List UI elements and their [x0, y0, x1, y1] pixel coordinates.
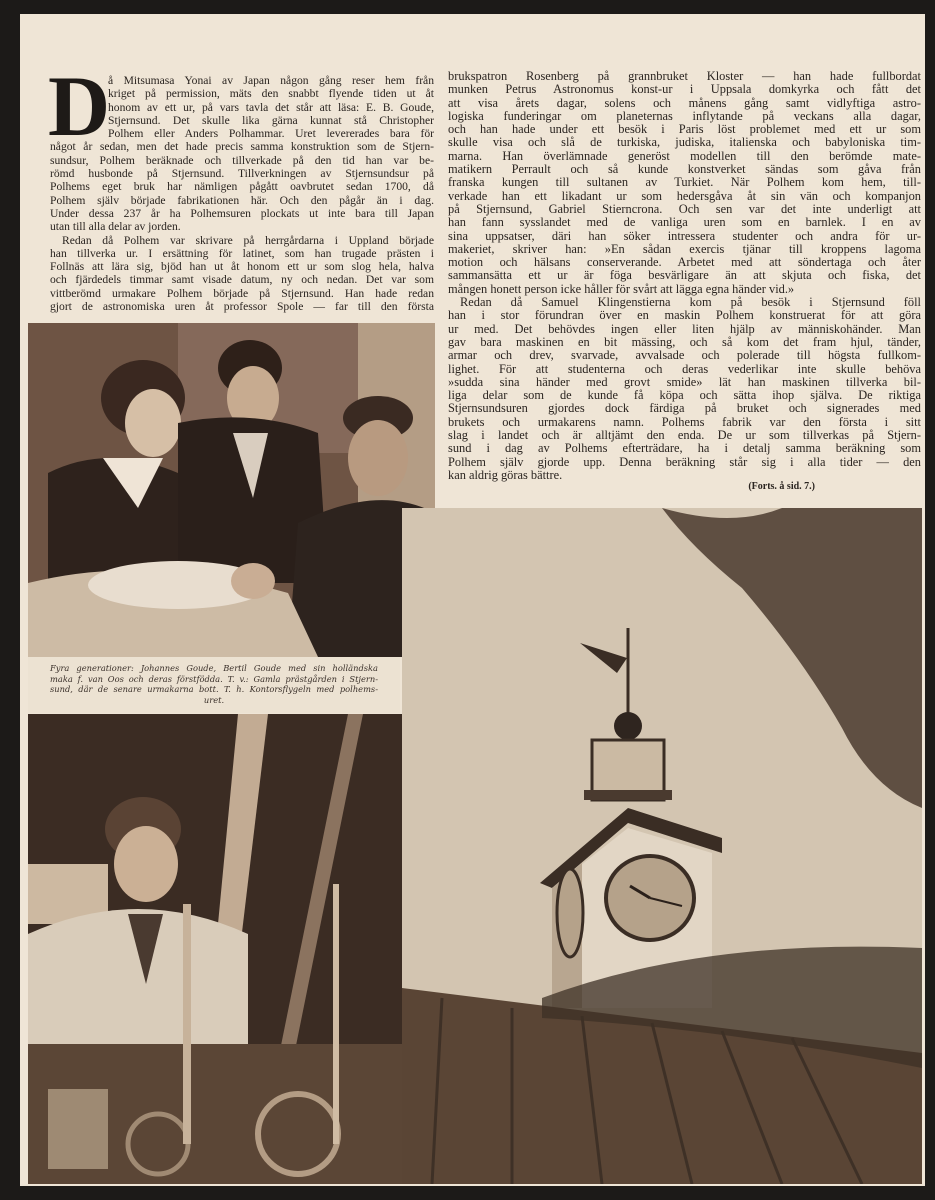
text-line: vittberömd urmakare Polhem började på Stjernsund. Han hade redan	[50, 286, 434, 300]
text-line: skulle visa och slå de turkiska, judiska, italienska och babyloniska tim-	[448, 135, 921, 150]
text-line: på Stjernsund, Gabriel Stierncrona. Och sen var det inte underligt att	[448, 201, 921, 216]
text-line: sammansätta ett ur är föga besvärligare än att skjuta och fiska, det	[448, 268, 921, 283]
text-line: Polhem eller Anders Polhammar. Uret levererades bara för	[108, 127, 434, 141]
continuation-note: (Forts. å sid. 7.)	[748, 481, 815, 492]
text-line: Redan då Polhem var skrivare på herrgårdarna i Uppland började	[62, 233, 434, 247]
text-line: sina uppsatser, däri han söker intressera studenter och andra för ur-	[448, 228, 921, 243]
text-line: sundsur, Polhem beräknade och tillverkade på den tid han var be-	[50, 153, 434, 167]
family-photo	[28, 323, 435, 657]
text-line: Stjernsund. Det skulle lika gärna kunnat stå Christopher	[108, 113, 434, 127]
photo-caption	[28, 657, 400, 713]
text-line: gav bara maskinen en bit mässing, och så kom det fram hjul, tänder,	[448, 334, 921, 349]
caption-line: uret.	[203, 694, 225, 705]
text-line: brukspatron Rosenberg på grannbruket Kloster — han hade fullbordat	[448, 69, 921, 83]
text-line: Polhem själv började fabrikationen här. Och den pågår än i dag.	[50, 193, 434, 207]
text-line: kriget på permission, mäts den snabbt flyende tiden ut åt	[108, 87, 434, 101]
text-line: lighet. För att studenterna och deras vederlikar inte skulle behöva	[448, 361, 921, 376]
text-line: armar och drev, svarvade, avvalsade och polerade till högsta fullkom-	[448, 348, 921, 363]
text-line: munken Petrus Astronomus konst-ur i Uppsala domkyrka och fått det	[448, 82, 921, 97]
text-line: honom av ett ur, på vars tavla det står att läsa: E. B. Goude,	[108, 100, 434, 114]
text-line: matikern Perrault och så kunde konstverket sändas som gåva från	[448, 162, 921, 177]
text-line: »sudda sina händer med grovt smide» lät han maskinen tillverka bil-	[448, 374, 921, 389]
text-line: gjort de astronomiska uren åt professor Spole — far till den första	[50, 300, 434, 314]
text-line: slag i landet och är alltjämt den enda. De ur som tillverkas på Stjern-	[448, 428, 921, 443]
text-line: marna. Han överlämnade generöst modellen till den berömde mate-	[448, 148, 921, 163]
text-line: logiska funderingar om planeternas inflytande på veckans alla dagar,	[448, 108, 921, 123]
text-line: verkade han ett likadant ur som hedersgåva åt sin vän och kompanjon	[448, 188, 921, 203]
text-line: sund i dag av Polhems efterträdare, ha i detalj samma beräkning som	[448, 441, 921, 456]
text-line: kan aldrig göras bättre.	[448, 467, 563, 482]
text-line: Polhem själv gjorde upp. Denna beräkning står sig i alla tider — den	[448, 454, 921, 469]
text-line: han fann sysslandet med de vanliga uren som en barnlek. I en av	[448, 215, 921, 230]
text-line: brukets och urmakarens namn. Polhems fabrik var den första i sitt	[448, 414, 921, 429]
text-line: han i stor förundran över en maskin Polhem konstruerat för att göra	[448, 308, 921, 323]
text-line: att visa årets dagar, solens och månens gång samt vidlyftiga astro-	[448, 95, 921, 110]
text-line: liga delar som de kunde få köpa och sätta ihop själva. De riktiga	[448, 388, 921, 403]
text-line: å Mitsumasa Yonai av Japan någon gång reser hem från	[108, 74, 434, 87]
text-line: Stjernsundsuren gjordes dock färdiga på bruket och signerades med	[448, 401, 921, 416]
text-line: makeriet, skriver han: »En sådan exercis tjänar till kroppens lagoma	[448, 241, 921, 256]
text-line: Follnäs att lära sig, bjöd han ut åt honom ett ur som slog hela, halva	[50, 260, 434, 274]
text-line: Polhems eget bruk har nämligen pågått oavbrutet sedan 1700, då	[50, 180, 434, 194]
text-line: ur med. Det behövdes ingen eller liten hjälp av människohänder. Man	[448, 321, 921, 336]
clock-tower-photo	[402, 508, 922, 1184]
text-line: något år sedan, men det hade precis samma konstruktion som de Stjern-	[50, 140, 434, 154]
text-line: han tillverka ur. I ersättning för latinet, som han trugade prästen i	[50, 246, 434, 260]
right-text-column	[448, 70, 921, 482]
text-line: motion och hälsans conserverande. Arbetet med att söndertaga och åter	[448, 255, 921, 270]
text-line: Under dessa 237 år ha Polhemsuren plockats ut inte bara till Japan	[50, 206, 434, 220]
text-line: och fjärdedels timmar samt visade datum, ny och nedan. Det var som	[50, 273, 434, 287]
caption-line: maka f. van Oos och deras förstfödda. T. v.: Gamla prästgården i Stjern-	[50, 673, 378, 684]
drop-cap: D	[48, 58, 111, 154]
text-line: mången honett person icke håller för svårt att lägga egna händer vid.»	[448, 281, 795, 296]
text-line: och han hade under ett besök i Paris löst problemet med ett ur som	[448, 122, 921, 137]
caption-line: sund, där de senare urmakarna bott. T. h. Kontorsflygeln med polhems-	[50, 684, 378, 694]
watchmaker-workshop-photo	[28, 714, 402, 1184]
left-text-column	[50, 74, 434, 313]
text-line: franska kungen till sultanen av Turkiet. När Polhem kom hem, till-	[448, 175, 921, 190]
caption-line: Fyra generationer: Johannes Goude, Bertil Goude med sin holländska	[50, 663, 378, 673]
text-line: utan till alla delar av jorden.	[50, 220, 181, 234]
text-line: römd husbonde på Stjernsund. Tillverkningen av Stjernsundsur på	[50, 167, 434, 181]
text-line: Redan då Samuel Klingenstierna kom på besök i Stjernsund föll	[460, 295, 921, 310]
